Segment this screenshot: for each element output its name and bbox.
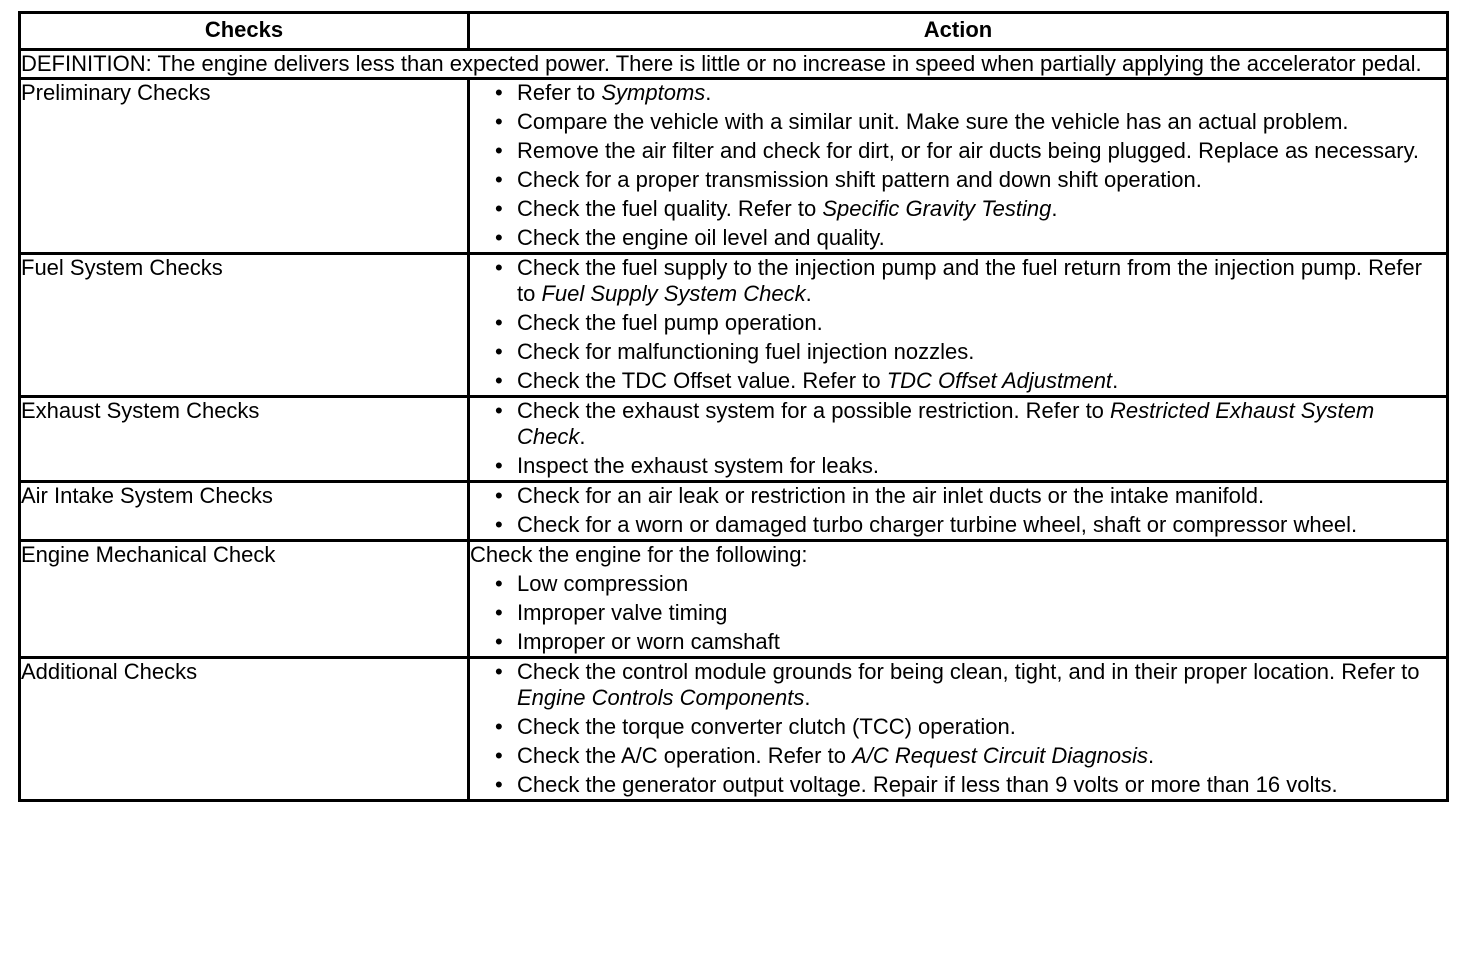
check-name: Preliminary Checks [20, 79, 469, 254]
action-suffix: . [705, 80, 712, 105]
table-row [20, 397, 1448, 482]
list-item [470, 167, 1446, 193]
action-text: Check the fuel pump operation. [517, 310, 823, 335]
check-name: Additional Checks [20, 658, 469, 801]
action-text: Remove the air filter and check for dirt, or for air ducts being plugged. Replace as necessary. [517, 138, 1420, 163]
action-text: Check the fuel quality. Refer to [517, 196, 823, 221]
action-suffix: . [805, 281, 812, 306]
action-text: Check for a proper transmission shift pattern and down shift operation. [517, 167, 1202, 192]
action-text: Check the control module grounds for being clean, tight, and in their proper location. Refer to [517, 659, 1420, 684]
list-item [470, 109, 1446, 135]
list-item [470, 225, 1446, 251]
action-text: Improper or worn camshaft [517, 629, 780, 654]
action-text: Check the A/C operation. Refer to [517, 743, 853, 768]
action-intro: Check the engine for the following: [470, 542, 808, 567]
list-item [470, 80, 1446, 106]
bullet-icon: • [495, 629, 503, 654]
check-name: Engine Mechanical Check [20, 541, 469, 658]
bullet-icon: • [495, 714, 503, 739]
reference-link[interactable]: Specific Gravity Testing [822, 196, 1052, 221]
list-item [470, 368, 1446, 394]
bullet-icon: • [495, 453, 503, 478]
bullet-icon: • [495, 483, 503, 508]
reference-link[interactable]: TDC Offset Adjustment [886, 368, 1113, 393]
action-list [470, 80, 1446, 251]
reference-link[interactable]: Engine Controls Components [517, 685, 805, 710]
bullet-icon: • [495, 109, 503, 134]
action-cell [469, 658, 1448, 801]
action-text: Check the exhaust system for a possible restriction. Refer to [517, 398, 1111, 423]
list-item [470, 743, 1446, 769]
reference-link[interactable]: Fuel Supply System Check [541, 281, 806, 306]
reference-link[interactable]: Symptoms [601, 80, 706, 105]
action-list [470, 255, 1446, 394]
action-text: Check the TDC Offset value. Refer to [517, 368, 887, 393]
action-text: Check for a worn or damaged turbo charger turbine wheel, shaft or compressor wheel. [517, 512, 1358, 537]
header-action: Action [469, 13, 1448, 50]
bullet-icon: • [495, 255, 503, 280]
bullet-icon: • [495, 600, 503, 625]
action-text: Compare the vehicle with a similar unit. Make sure the vehicle has an actual problem. [517, 109, 1349, 134]
bullet-icon: • [495, 571, 503, 596]
list-item [470, 310, 1446, 336]
list-item [470, 714, 1446, 740]
table-row [20, 254, 1448, 397]
action-list [470, 659, 1446, 798]
list-item [470, 453, 1446, 479]
header-row [20, 13, 1448, 50]
action-cell [469, 254, 1448, 397]
list-item [470, 196, 1446, 222]
list-item [470, 483, 1446, 509]
table-row [20, 79, 1448, 254]
list-item [470, 772, 1446, 798]
action-cell [469, 482, 1448, 541]
action-text: Improper valve timing [517, 600, 728, 625]
action-suffix: . [1112, 368, 1119, 393]
action-text: Check the fuel supply to the injection pump and the fuel return from the injection pump. Refer to [517, 255, 1422, 306]
action-text: Check for malfunctioning fuel injection nozzles. [517, 339, 975, 364]
list-item [470, 629, 1446, 655]
action-suffix: . [579, 424, 586, 449]
bullet-icon: • [495, 167, 503, 192]
reference-link[interactable]: Restricted Exhaust System Check [517, 398, 1375, 449]
header-checks: Checks [20, 13, 469, 50]
action-suffix: . [1051, 196, 1058, 221]
action-text: Check the engine oil level and quality. [517, 225, 885, 250]
table-row [20, 541, 1448, 658]
action-suffix: . [804, 685, 811, 710]
diagnostic-table [18, 11, 1449, 802]
action-list [470, 398, 1446, 479]
list-item [470, 398, 1446, 450]
bullet-icon: • [495, 512, 503, 537]
check-name: Fuel System Checks [20, 254, 469, 397]
bullet-icon: • [495, 80, 503, 105]
check-name: Air Intake System Checks [20, 482, 469, 541]
action-text: Inspect the exhaust system for leaks. [517, 453, 879, 478]
bullet-icon: • [495, 772, 503, 797]
action-list [470, 483, 1446, 538]
list-item [470, 600, 1446, 626]
list-item [470, 255, 1446, 307]
list-item [470, 512, 1446, 538]
action-text: Check for an air leak or restriction in the air inlet ducts or the intake manifold. [517, 483, 1265, 508]
action-cell [469, 79, 1448, 254]
action-text: Refer to [517, 80, 602, 105]
check-name: Exhaust System Checks [20, 397, 469, 482]
bullet-icon: • [495, 225, 503, 250]
table-row [20, 658, 1448, 801]
bullet-icon: • [495, 310, 503, 335]
table-row [20, 482, 1448, 541]
action-text: Low compression [517, 571, 689, 596]
list-item [470, 659, 1446, 711]
list-item [470, 339, 1446, 365]
bullet-icon: • [495, 659, 503, 684]
definition-text: DEFINITION: The engine delivers less than expected power. There is little or no increase in speed when partially applying the accelerator pedal. [20, 50, 1448, 79]
action-suffix: . [1147, 743, 1155, 768]
action-cell [469, 397, 1448, 482]
action-list [470, 571, 1446, 655]
definition-row [20, 50, 1448, 79]
list-item [470, 571, 1446, 597]
action-cell [469, 541, 1448, 658]
bullet-icon: • [495, 138, 503, 163]
bullet-icon: • [495, 398, 503, 423]
bullet-icon: • [495, 743, 503, 768]
action-text: Check the torque converter clutch (TCC) operation. [517, 714, 1016, 739]
action-text: Check the generator output voltage. Repair if less than 9 volts or more than 16 volts. [517, 772, 1338, 797]
bullet-icon: • [495, 339, 503, 364]
bullet-icon: • [495, 368, 503, 393]
reference-link[interactable]: A/C Request Circuit Diagnosis [852, 743, 1148, 768]
list-item [470, 138, 1446, 164]
bullet-icon: • [495, 196, 503, 221]
